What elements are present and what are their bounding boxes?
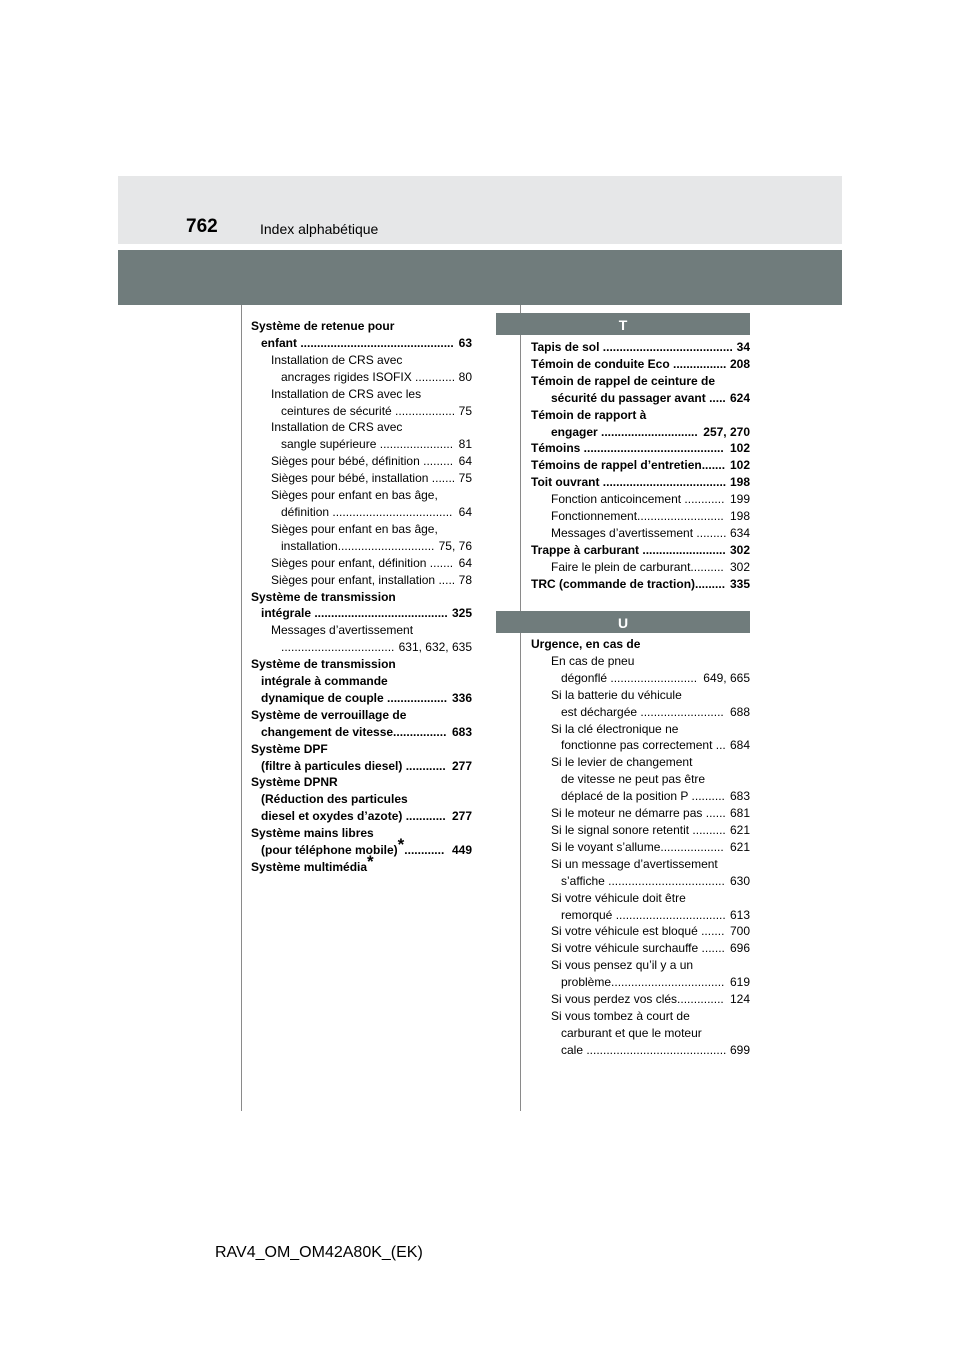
index-entry xyxy=(251,707,472,724)
index-entry xyxy=(531,974,750,991)
entry-text: Si la clé électronique ne xyxy=(551,721,679,736)
header-band xyxy=(118,176,842,244)
entry-text: Système de transmission xyxy=(251,589,396,604)
entry-page: 64 xyxy=(458,504,472,519)
index-entry xyxy=(531,653,750,670)
index-entry xyxy=(531,687,750,704)
entry-text: Installation de CRS avec les xyxy=(271,386,422,401)
entry-text: changement de vitesse................ xyxy=(261,724,447,739)
entry-text: ceintures de sécurité .................. xyxy=(281,403,456,418)
index-column-left xyxy=(251,318,472,876)
entry-page: 649, 665 xyxy=(703,670,750,685)
entry-page: 208 xyxy=(729,356,750,371)
entry-page: 124 xyxy=(729,992,750,1007)
entry-text: déplacé de la position P .......... xyxy=(561,789,725,804)
entry-text: Toit ouvrant ..................................... xyxy=(531,475,727,490)
entry-text: sangle supérieure ...................... xyxy=(281,437,454,452)
entry-page: 78 xyxy=(458,572,472,587)
entry-text: .................................. xyxy=(281,640,395,655)
entry-text: Système de transmission xyxy=(251,657,396,672)
index-entry xyxy=(251,419,472,436)
entry-text: Si le moteur ne démarre pas ...... xyxy=(551,806,726,821)
entry-text: Si vous tombez à court de xyxy=(551,1008,690,1023)
index-entry xyxy=(251,605,472,622)
index-section-u xyxy=(531,636,750,1059)
index-entry xyxy=(531,788,750,805)
entry-page: 684 xyxy=(729,738,750,753)
index-entry xyxy=(531,805,750,822)
index-entry xyxy=(251,352,472,369)
index-entry xyxy=(531,737,750,754)
entry-page: 700 xyxy=(729,924,750,939)
index-entry xyxy=(251,538,472,555)
entry-page: 34 xyxy=(736,340,750,354)
entry-text: Messages d’avertissement ......... xyxy=(551,525,727,540)
entry-page: 81 xyxy=(458,437,472,452)
entry-page: 198 xyxy=(729,475,750,490)
index-entry xyxy=(251,386,472,403)
index-entry xyxy=(531,1025,750,1042)
entry-text: Si le signal sonore retentit .......... xyxy=(551,822,726,837)
entry-text: enfant .............................................. xyxy=(261,335,454,350)
entry-text: Urgence, en cas de xyxy=(531,637,641,651)
index-entry xyxy=(251,639,472,656)
index-entry xyxy=(251,335,472,352)
entry-text: Système multimédia xyxy=(251,860,368,874)
index-entry xyxy=(531,525,750,542)
entry-text: Sièges pour bébé, définition ......... xyxy=(271,454,454,469)
entry-text: Installation de CRS avec xyxy=(271,420,403,435)
entry-text: engager ............................. xyxy=(551,424,698,439)
entry-text: Trappe à carburant ......................... xyxy=(531,542,726,557)
index-entry xyxy=(251,835,472,859)
entry-page: 302 xyxy=(729,559,750,574)
index-entry xyxy=(251,403,472,420)
entry-page: 613 xyxy=(729,907,750,922)
entry-page: 80 xyxy=(458,369,472,384)
entry-page: 102 xyxy=(729,458,750,473)
column-divider-left xyxy=(241,305,242,1111)
entry-page: 302 xyxy=(729,542,750,557)
index-entry xyxy=(531,957,750,974)
document-code: RAV4_OM_OM42A80K_(EK) xyxy=(215,1244,423,1261)
entry-text: Témoins de rappel d’entretien....... xyxy=(531,458,726,473)
entry-page: 75 xyxy=(458,471,472,486)
entry-page: 325 xyxy=(451,606,472,621)
entry-text: (pour téléphone mobile) xyxy=(261,843,398,858)
entry-text: Témoin de conduite Eco ................ xyxy=(531,356,727,371)
entry-text: carburant et que le moteur xyxy=(561,1025,702,1040)
entry-page: 64 xyxy=(458,555,472,570)
entry-text: Si la batterie du véhicule xyxy=(551,687,682,702)
entry-page: 634 xyxy=(729,525,750,540)
entry-text: Témoin de rappel de ceinture de xyxy=(531,373,716,388)
entry-page: 199 xyxy=(729,492,750,507)
entry-page: 696 xyxy=(729,941,750,956)
entry-text: TRC (commande de traction)......... xyxy=(531,576,726,591)
entry-text: intégrale ........................................ xyxy=(261,606,448,621)
entry-text: Système DPF xyxy=(251,741,328,756)
entry-leader: ............ xyxy=(404,843,445,858)
index-entry xyxy=(251,656,472,673)
index-entry xyxy=(531,508,750,525)
entry-text: Installation de CRS avec xyxy=(271,352,403,367)
index-entry xyxy=(251,852,472,876)
index-entry xyxy=(251,555,472,572)
entry-page: 63 xyxy=(458,335,472,350)
index-entry xyxy=(531,1042,750,1059)
index-entry xyxy=(531,754,750,771)
index-entry xyxy=(531,890,750,907)
entry-text: Sièges pour bébé, installation ....... xyxy=(271,471,456,486)
index-entry xyxy=(251,318,472,335)
entry-text: Témoins .......................................... xyxy=(531,441,724,456)
entry-page: 277 xyxy=(451,758,472,773)
index-entry xyxy=(531,839,750,856)
index-entry xyxy=(531,559,750,576)
entry-text: cale .......................................... xyxy=(561,1042,727,1057)
entry-text: Tapis de sol ....................................... xyxy=(531,340,733,354)
index-entry xyxy=(251,487,472,504)
index-entry xyxy=(531,424,750,441)
entry-text: dégonflé .......................... xyxy=(561,670,698,685)
index-entry xyxy=(531,474,750,491)
entry-text: Si un message d’avertissement xyxy=(551,856,718,871)
index-entry xyxy=(251,589,472,606)
entry-text: est déchargée ......................... xyxy=(561,704,724,719)
index-entry xyxy=(251,825,472,842)
entry-page: 621 xyxy=(729,822,750,837)
entry-page: 621 xyxy=(729,839,750,854)
entry-page: 277 xyxy=(451,809,472,824)
column-divider-right xyxy=(520,305,521,1111)
header-dark-band xyxy=(118,250,842,305)
entry-text: fonctionne pas correctement ... xyxy=(561,738,726,753)
index-entry xyxy=(531,339,750,356)
entry-text: Messages d’avertissement xyxy=(271,623,414,638)
entry-text: En cas de pneu xyxy=(551,653,635,668)
entry-text: (filtre à particules diesel) ............ xyxy=(261,758,446,773)
entry-page: 619 xyxy=(729,975,750,990)
entry-page: 75 xyxy=(458,403,472,418)
index-entry xyxy=(531,457,750,474)
index-entry xyxy=(531,923,750,940)
entry-text: Si votre véhicule doit être xyxy=(551,890,686,905)
page-title: Index alphabétique xyxy=(260,221,379,237)
index-entry xyxy=(531,991,750,1008)
entry-text: Si le voyant s’allume................... xyxy=(551,839,724,854)
section-letter-u: U xyxy=(496,611,750,633)
index-entry xyxy=(531,721,750,738)
index-entry xyxy=(531,704,750,721)
index-entry xyxy=(251,436,472,453)
entry-text: Sièges pour enfant, définition ....... xyxy=(271,555,454,570)
entry-page: 631, 632, 635 xyxy=(398,640,472,655)
entry-text: Si votre véhicule est bloqué ....... xyxy=(551,924,725,939)
index-entry xyxy=(531,907,750,924)
index-entry xyxy=(251,470,472,487)
entry-text: problème.................................. xyxy=(561,975,725,990)
entry-text: installation............................. xyxy=(281,538,435,553)
index-entry xyxy=(251,521,472,538)
entry-page: 688 xyxy=(729,704,750,719)
page-number: 762 xyxy=(186,216,218,237)
entry-text: Si le levier de changement xyxy=(551,755,693,770)
index-entry xyxy=(251,774,472,791)
index-entry xyxy=(531,440,750,457)
entry-text: Système DPNR xyxy=(251,775,338,790)
index-entry xyxy=(251,673,472,690)
index-entry xyxy=(531,390,750,407)
entry-text: s’affiche ................................... xyxy=(561,873,725,888)
entry-text: Fonction anticoincement ............ xyxy=(551,492,725,507)
footnote-star: * xyxy=(367,852,374,871)
entry-page: 198 xyxy=(729,509,750,524)
index-entry xyxy=(531,491,750,508)
index-entry xyxy=(531,1008,750,1025)
entry-page: 75, 76 xyxy=(438,538,472,553)
entry-text: Si votre véhicule surchauffe ....... xyxy=(551,941,725,956)
index-entry xyxy=(531,636,750,653)
entry-text: Système mains libres xyxy=(251,826,374,841)
index-entry xyxy=(251,724,472,741)
entry-text: définition .................................... xyxy=(281,504,453,519)
entry-page: 683 xyxy=(451,724,472,739)
index-entry xyxy=(251,808,472,825)
entry-text: Si vous perdez vos clés.............. xyxy=(551,992,724,1007)
index-entry xyxy=(531,873,750,890)
entry-text: ancrages rigides ISOFIX ............ xyxy=(281,369,456,384)
index-entry xyxy=(531,542,750,559)
entry-text: de vitesse ne peut pas être xyxy=(561,772,706,787)
entry-page: 257, 270 xyxy=(703,424,750,439)
section-letter-t: T xyxy=(496,313,750,335)
entry-text: Faire le plein de carburant.......... xyxy=(551,559,724,574)
index-section-t xyxy=(531,339,750,593)
index-entry xyxy=(251,758,472,775)
entry-page: 683 xyxy=(729,789,750,804)
entry-text: Système de retenue pour xyxy=(251,319,395,333)
index-entry xyxy=(251,453,472,470)
index-entry xyxy=(251,622,472,639)
entry-text: intégrale à commande xyxy=(261,674,388,689)
index-entry xyxy=(251,791,472,808)
entry-page: 699 xyxy=(729,1042,750,1057)
entry-text: dynamique de couple .................. xyxy=(261,690,448,705)
index-entry xyxy=(251,572,472,589)
entry-text: Sièges pour enfant, installation ..... xyxy=(271,572,456,587)
index-entry xyxy=(531,373,750,390)
index-entry xyxy=(531,771,750,788)
entry-text: sécurité du passager avant ..... xyxy=(551,390,726,405)
index-entry xyxy=(531,822,750,839)
entry-text: Sièges pour enfant en bas âge, xyxy=(271,521,438,536)
entry-text: diesel et oxydes d’azote) ............ xyxy=(261,809,446,824)
entry-text: (Réduction des particules xyxy=(261,792,408,807)
entry-text: Système de verrouillage de xyxy=(251,707,407,722)
index-entry xyxy=(531,407,750,424)
index-entry xyxy=(531,356,750,373)
entry-page: 336 xyxy=(451,690,472,705)
index-entry xyxy=(531,576,750,593)
entry-page: 449 xyxy=(451,843,472,858)
index-entry xyxy=(531,670,750,687)
entry-text: remorqué ................................. xyxy=(561,907,726,922)
entry-text: Fonctionnement.......................... xyxy=(551,509,724,524)
entry-page: 102 xyxy=(729,441,750,456)
entry-page: 624 xyxy=(729,390,750,405)
index-entry xyxy=(251,741,472,758)
entry-page: 630 xyxy=(729,873,750,888)
entry-page: 335 xyxy=(729,576,750,591)
entry-text: Sièges pour enfant en bas âge, xyxy=(271,488,438,503)
footnote-star: * xyxy=(397,835,405,855)
entry-page: 64 xyxy=(458,454,472,469)
index-entry xyxy=(251,504,472,521)
index-entry xyxy=(251,369,472,386)
index-entry xyxy=(531,940,750,957)
entry-text: Témoin de rapport à xyxy=(531,407,647,422)
entry-page: 681 xyxy=(729,806,750,821)
index-entry xyxy=(251,690,472,707)
index-entry xyxy=(531,856,750,873)
entry-text: Si vous pensez qu’il y a un xyxy=(551,958,694,973)
